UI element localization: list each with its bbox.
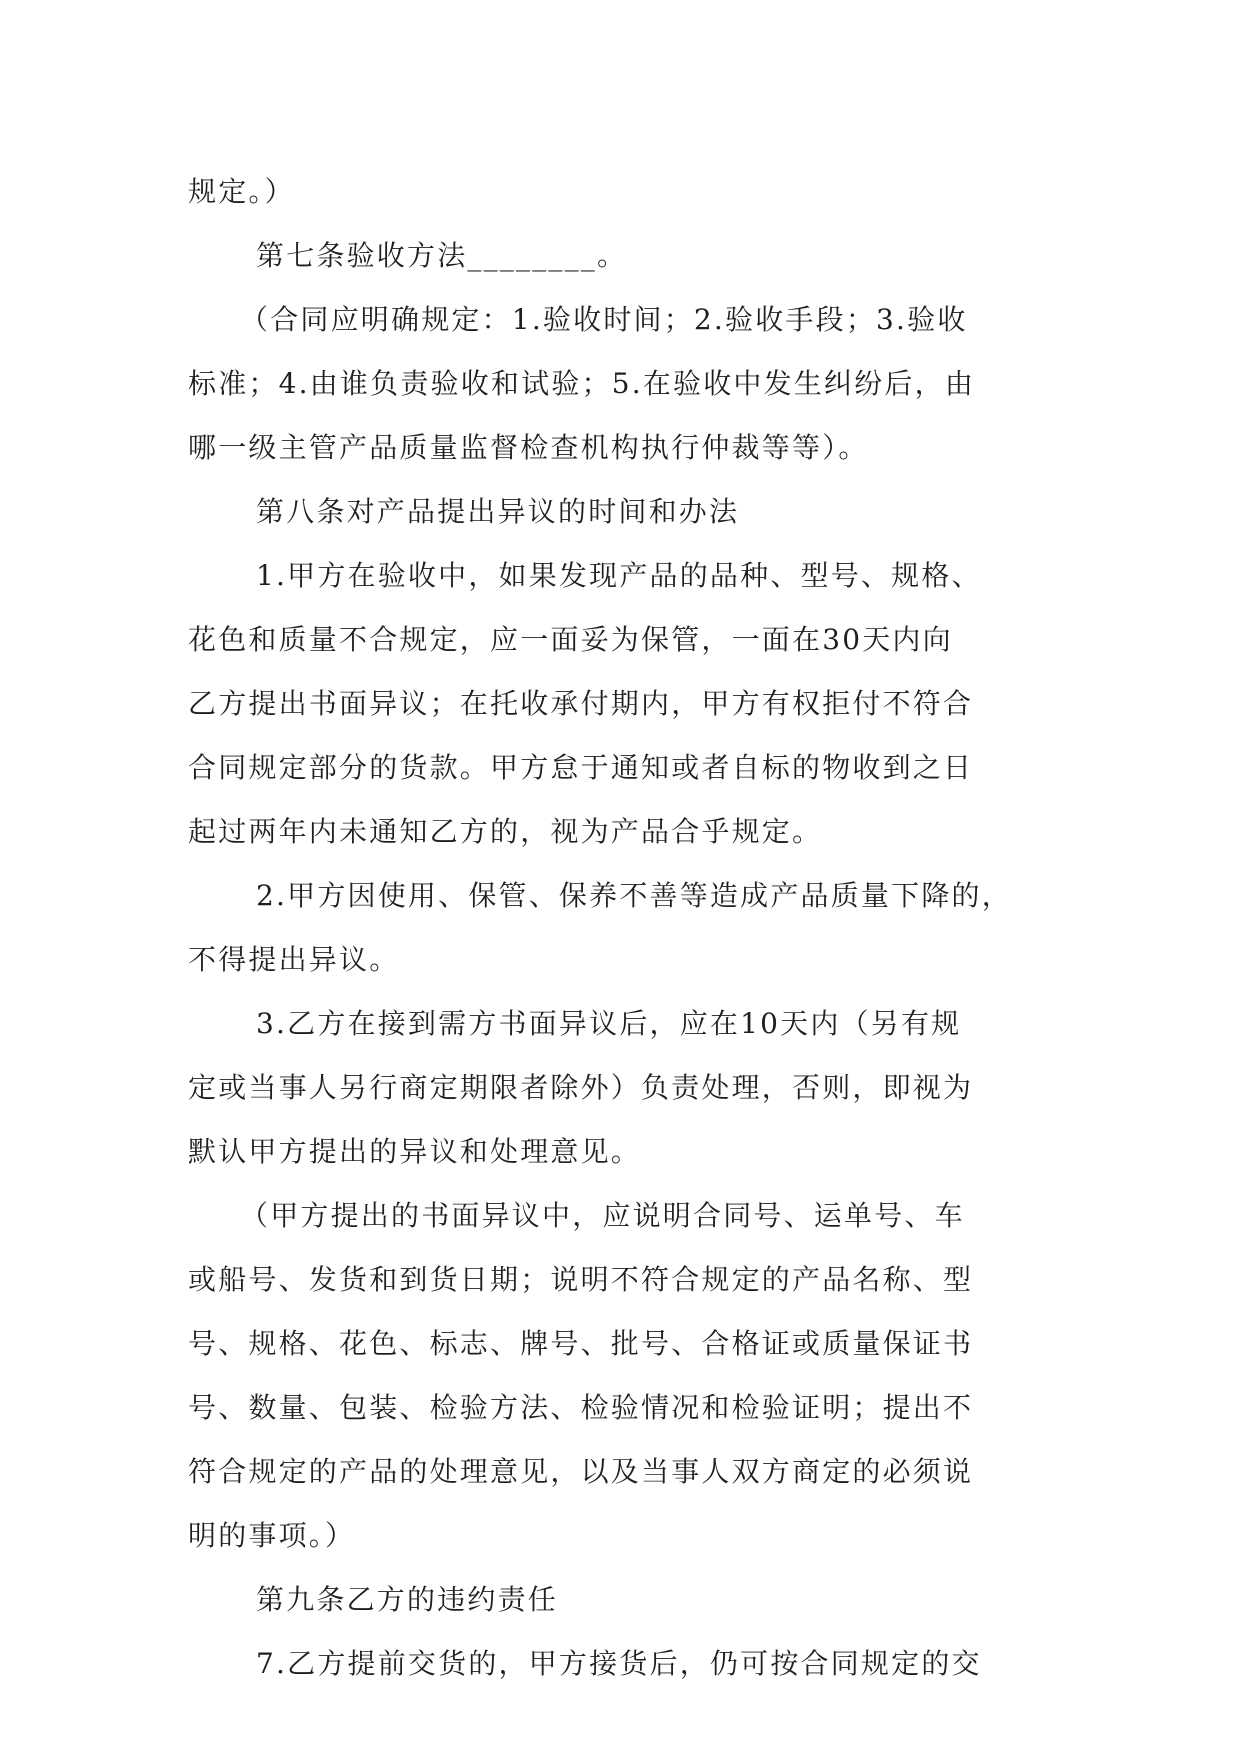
text-line: （甲方提出的书面异议中，应说明合同号、运单号、车 [240,1199,965,1232]
contract-text-body [188,160,1048,1696]
text-line: 3.乙方在接到需方书面异议后，应在10天内（另有规 [256,1007,962,1040]
article-9-heading: 第九条乙方的违约责任 [256,1583,559,1616]
text-line: 号、规格、花色、标志、牌号、批号、合格证或质量保证书 [188,1327,974,1360]
text-line: 符合规定的产品的处理意见，以及当事人双方商定的必须说 [188,1455,974,1488]
text-line: 不得提出异议。 [188,943,400,976]
text-line: 定或当事人另行商定期限者除外）负责处理，否则，即视为 [188,1071,974,1104]
text-line: 明的事项。） [188,1519,356,1552]
text-line: 7.乙方提前交货的，甲方接货后，仍可按合同规定的交 [256,1647,982,1680]
text-line: 默认甲方提出的异议和处理意见。 [188,1135,642,1168]
text-line: 乙方提出书面异议；在托收承付期内，甲方有权拒付不符合 [188,687,974,720]
text-line: 1.甲方在验收中，如果发现产品的品种、型号、规格、 [256,559,982,592]
article-8-heading: 第八条对产品提出异议的时间和办法 [256,495,740,528]
text-line: 2.甲方因使用、保管、保养不善等造成产品质量下降的， [256,879,1012,912]
text-line: 或船号、发货和到货日期；说明不符合规定的产品名称、型 [188,1263,974,1296]
text-line: 标准；4.由谁负责验收和试验；5.在验收中发生纠纷后，由 [188,367,976,400]
text-line: 花色和质量不合规定，应一面妥为保管，一面在30天内向 [188,623,953,656]
text-line: 起过两年内未通知乙方的，视为产品合乎规定。 [188,815,823,848]
text-line: 哪一级主管产品质量监督检查机构执行仲裁等等）。 [188,431,869,464]
text-line: 号、数量、包装、检验方法、检验情况和检验证明；提出不 [188,1391,974,1424]
article-7-heading: 第七条验收方法________。 [256,239,628,272]
text-line: 规定。） [188,175,295,208]
text-line: 合同规定部分的货款。甲方怠于通知或者自标的物收到之日 [188,751,974,784]
text-line: （合同应明确规定：1.验收时间；2.验收手段；3.验收 [240,303,968,336]
